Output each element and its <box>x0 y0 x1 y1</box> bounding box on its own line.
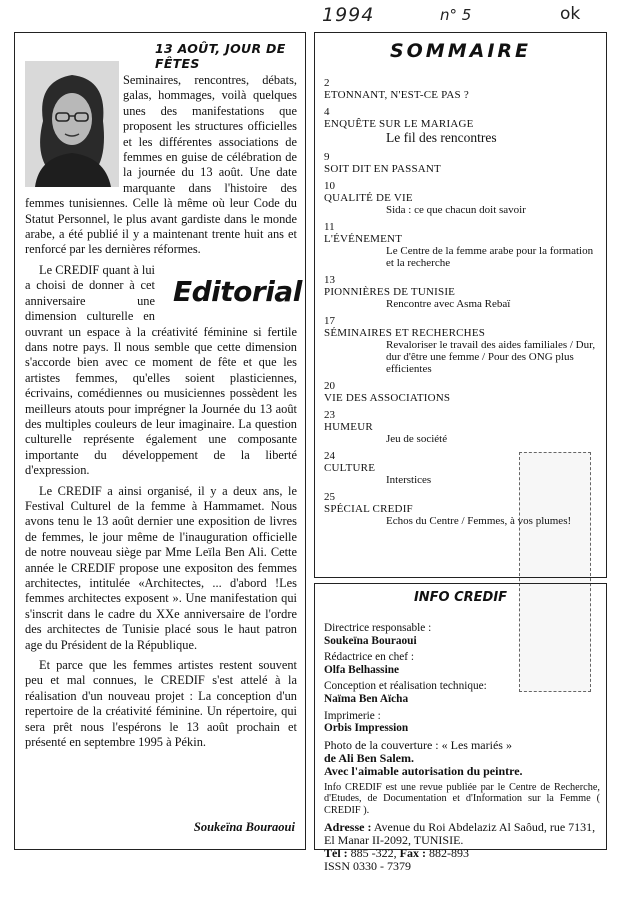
sommaire-subtitle: Jeu de société <box>386 433 448 445</box>
tel-number: 885 -322, <box>350 845 397 860</box>
sommaire-entry <box>324 180 600 216</box>
tel-label: Tél : <box>324 845 348 860</box>
editorial-badge: Editorial <box>173 274 302 308</box>
sommaire-heading: PIONNIÈRES DE TUNISIE <box>324 286 456 298</box>
info-credif-panel <box>314 583 607 873</box>
director-name: Soukeïna Bouraoui <box>324 634 417 647</box>
sommaire-entry <box>324 77 600 101</box>
editorial-paragraph-2a-text: Le CREDIF quant à lui a choisi de donner à cet anniversaire une dimension culturelle en ouvrant un espace à la créativité féminine si fertile dans notre pays. Il nous semble que cette dimension s'accorde bien avec ce moment de fête et que les artistes femmes, qu'elles soient plasticiennes, écrivains, comédiennes ou musiciennes possèdent les meilleurs atouts pour imprégner la Journée du 13 août des multiples <box>25 262 297 431</box>
handwritten-ok: ok <box>560 4 581 24</box>
sommaire-page-number: 4 <box>324 106 330 118</box>
photo-credit <box>324 739 600 778</box>
sommaire-heading: L'ÉVÉNEMENT <box>324 233 403 245</box>
info-body <box>324 622 600 877</box>
sommaire-page-number: 24 <box>324 450 335 462</box>
sommaire-entry <box>324 409 600 445</box>
editorial-title: 13 AOÛT, JOUR DE FÊTES <box>155 41 286 71</box>
sommaire-page-number: 20 <box>324 380 335 392</box>
design-block <box>324 680 600 705</box>
address-block <box>324 821 600 873</box>
sommaire-subtitle: Revaloriser le travail des aides familiales / Dur, dur d'être une femme / Pour des ONG plus efficientes <box>386 339 596 375</box>
photo-credit-line-3: Avec l'aimable autorisation du peintre. <box>324 763 523 778</box>
editorial-paragraph-1: Seminaires, rencontres, débats, galas, hommages, voilà quelques unes des manifestations que proposent les structures officielles et les différentes associations de femmes en guise de célébration de la journée du 13 août. Une date marquante dans l'histoire des femmes tunisiennes. Celle là même où leur Code du Statut Personnel, le plus avant gardiste dans le monde arabe, a été publié il y a maintenant trente huit ans et renforcé par les dernières réformes. <box>25 73 297 257</box>
info-title: INFO CREDIF <box>413 590 508 605</box>
sommaire-heading: CULTURE <box>324 462 376 474</box>
director-label: Directrice responsable : <box>324 622 432 634</box>
editorial-panel <box>14 32 306 850</box>
handwritten-issue: n° 5 <box>440 6 472 24</box>
address-label: Adresse : <box>324 819 372 834</box>
sommaire-heading: VIE DES ASSOCIATIONS <box>324 392 451 404</box>
sommaire-heading: ETONNANT, N'EST-CE PAS ? <box>324 89 469 101</box>
sommaire-heading: QUALITÉ DE VIE <box>324 192 413 204</box>
sommaire-heading: SÉMINAIRES ET RECHERCHES <box>324 327 486 339</box>
sommaire-page-number: 10 <box>324 180 335 192</box>
sommaire-entry <box>324 274 600 310</box>
sommaire-subtitle: Interstices <box>386 474 432 486</box>
sommaire-entry <box>324 106 600 146</box>
sommaire-subtitle: Echos du Centre / Femmes, à vos plumes! <box>386 515 572 527</box>
sommaire-heading: HUMEUR <box>324 421 373 433</box>
author-photo <box>25 61 119 187</box>
sommaire-entry <box>324 221 600 269</box>
sommaire-page-number: 2 <box>324 77 330 89</box>
editor-label: Rédactrice en chef : <box>324 651 415 664</box>
sommaire-subtitle: Rencontre avec Asma Rebaï <box>386 298 511 310</box>
editorial-paragraph-2a <box>25 262 302 479</box>
editorial-paragraph-4: Et parce que les femmes artistes restent souvent peu et mal connues, le CREDIF s'est attelé à la réalisation d'un nouveau projet : La conception d'un repertoire de la créativité féminine. Un répertoire, qui sera prêt nous l'espérons le 13 août prochain et présenté en septembre 1995 à Pékin. <box>25 658 297 750</box>
sommaire-page-number: 9 <box>324 151 330 163</box>
editorial-signature: Soukeïna Bouraoui <box>193 820 295 834</box>
editorial-paragraph-3: Le CREDIF a ainsi organisé, il y a deux ans, le Festival Culturel de la femme à Hammamet. Nous avons tenu le 13 août dernier une exposition de livres de femmes, le jour même de l'inauguration officielle de notre nouveau siège par Mme Leïla Ben Ali. Cette année le CREDIF propose une expositon des femmes architectes, intitulée «Architectes, ... d'abord !Les femmes architectes exposent ». Une manifestation qui s'inscrit dans le cadre du XXe anniversaire de l'ordre des architectes de Tunisie placé sous le haut patron age du Président de la République. <box>25 483 297 652</box>
sommaire-heading: SPÉCIAL CREDIF <box>324 503 413 515</box>
sommaire-subtitle: Le Centre de la femme arabe pour la formation et la recherche <box>386 245 594 269</box>
director-block <box>324 622 600 647</box>
sommaire-entry <box>324 315 600 375</box>
about-text: Info CREDIF est une revue publiée par le Centre de Recherche, d'Etudes, de Documentation et d'Information sur la Femme ( CREDIF ). <box>324 781 600 816</box>
sommaire-subtitle: Sida : ce que chacun doit savoir <box>386 204 526 216</box>
sommaire-page-number: 23 <box>324 409 335 421</box>
issn-number: ISSN 0330 - 7379 <box>324 858 412 873</box>
editor-name: Olfa Belhassine <box>324 663 400 676</box>
fax-label: Fax : <box>399 845 426 860</box>
sommaire-entry <box>324 380 600 404</box>
sommaire-page-number: 11 <box>324 221 335 233</box>
sommaire-title: SOMMAIRE <box>389 40 532 62</box>
design-label: Conception et réalisation technique: <box>324 680 487 693</box>
editorial-body <box>25 73 302 755</box>
photo-credit-line-2: de Ali Ben Salem. <box>324 750 415 765</box>
sommaire-entry <box>324 151 600 175</box>
print-block <box>324 710 600 735</box>
print-name: Orbis Impression <box>324 722 409 735</box>
sommaire-subtitle: Le fil des rencontres <box>386 130 497 145</box>
handwritten-year: 1994 <box>322 4 375 26</box>
photo-credit-line-1: Photo de la couverture : « Les mariés » <box>324 737 512 752</box>
sommaire-page-number: 13 <box>324 274 335 286</box>
design-name: Naïma Ben Aïcha <box>324 692 409 705</box>
print-label: Imprimerie : <box>324 709 381 722</box>
sommaire-heading: ENQUÊTE SUR LE MARIAGE <box>324 118 474 130</box>
sommaire-heading: SOIT DIT EN PASSANT <box>324 163 441 175</box>
fax-number: 882-893 <box>429 845 469 860</box>
editorial-paragraph-2b-text: couleurs de leur imaginaire. La question culturelle représente également une composante importante du développement de la liberté d'expression. <box>25 416 297 478</box>
sommaire-page-number: 25 <box>324 491 335 503</box>
sommaire-page-number: 17 <box>324 315 335 327</box>
portrait-image <box>25 61 119 187</box>
editor-block <box>324 651 600 676</box>
address-text: Avenue du Roi Abdelaziz Al Saôud, rue 7131, El Manar II-2092, TUNISIE. <box>324 819 596 847</box>
